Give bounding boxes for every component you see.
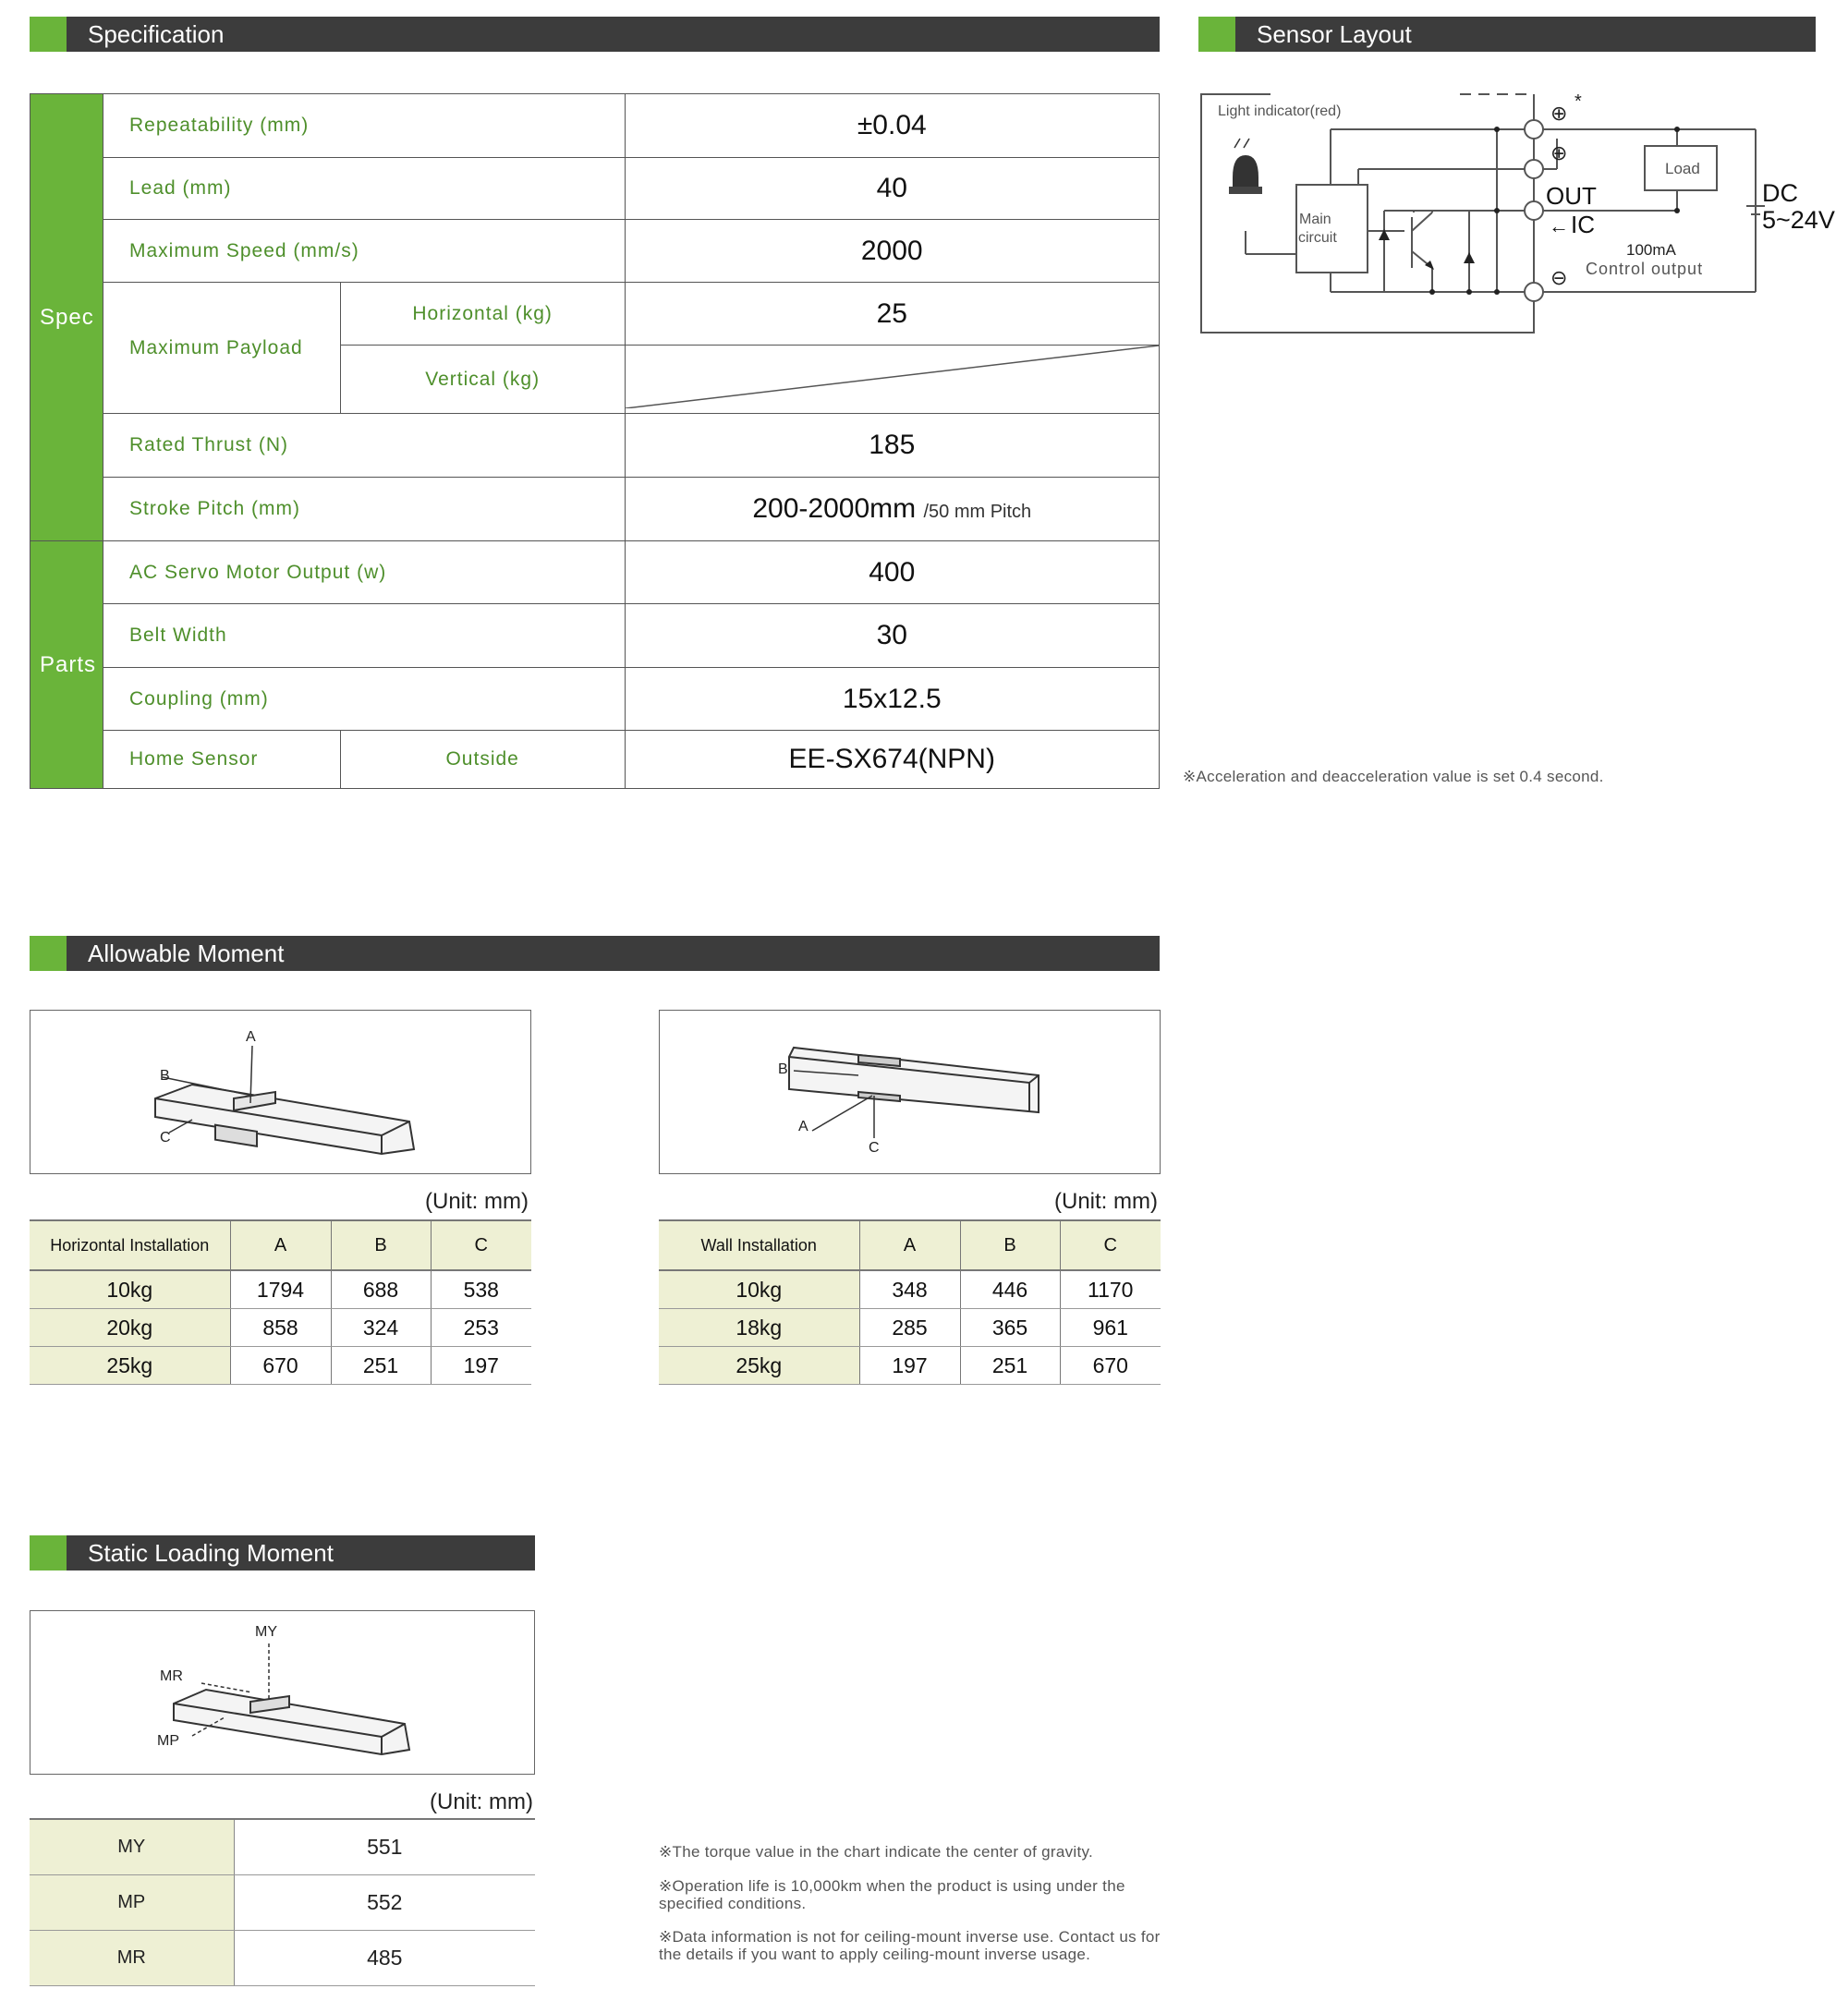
control-output-label: Control output (1586, 260, 1704, 278)
dc-label: DC (1762, 179, 1798, 207)
table-header-row (30, 1220, 531, 1270)
cell-a: 1794 (230, 1270, 331, 1309)
header-a: A (859, 1220, 960, 1270)
label-mr: MR (160, 1668, 183, 1684)
table-row (30, 1347, 531, 1385)
footnote-operation-life: ※Operation life is 10,000km when the product is using under the specified conditions. (659, 1877, 1125, 1912)
lead-label: Lead (mm) (103, 158, 625, 220)
voltage-label: 5~24V (1762, 206, 1835, 234)
spec-row-motor-output (30, 541, 1160, 604)
lead-value: 40 (625, 158, 1159, 220)
spec-row-belt-width (30, 604, 1160, 668)
table-row (659, 1309, 1161, 1347)
header-b: B (960, 1220, 1060, 1270)
spec-row-payload-horizontal (30, 283, 1160, 346)
cell-a: 858 (230, 1309, 331, 1347)
label-a: A (798, 1119, 808, 1134)
cell-c: 538 (431, 1270, 531, 1309)
header-accent (1198, 17, 1235, 52)
diagonal-slash (626, 346, 1159, 408)
header-c: C (1060, 1220, 1161, 1270)
moment-name: MY (30, 1819, 234, 1875)
spec-row-lead (30, 158, 1160, 220)
static-unit: (Unit: mm) (430, 1789, 533, 1814)
payload-vertical-label: Vertical (kg) (340, 346, 625, 414)
moment-value: 551 (234, 1819, 535, 1875)
light-indicator-label: Light indicator(red) (1218, 103, 1342, 119)
home-sensor-label: Home Sensor (103, 731, 340, 789)
cell-c: 670 (1060, 1347, 1161, 1385)
category-spec: Spec (30, 94, 103, 541)
allowable-moment-title: Allowable Moment (88, 940, 285, 967)
specification-table (30, 93, 1160, 789)
main-circuit-label-1: Main (1299, 212, 1331, 227)
cell-c: 253 (431, 1309, 531, 1347)
cell-a: 348 (859, 1270, 960, 1309)
header-b: B (331, 1220, 431, 1270)
stroke-pitch-unit: /50 mm Pitch (923, 502, 1032, 522)
allowable-moment-header (30, 936, 1160, 971)
table-row (30, 1309, 531, 1347)
specification-title: Specification (88, 20, 225, 48)
cell-c: 961 (1060, 1309, 1161, 1347)
wall-moment-table (659, 1219, 1161, 1385)
cell-a: 670 (230, 1347, 331, 1385)
spec-row-repeatability (30, 94, 1160, 158)
horizontal-actuator-illustration (30, 1011, 529, 1172)
repeatability-value: ±0.04 (625, 94, 1159, 158)
header-accent (30, 17, 67, 52)
table-row (30, 1875, 535, 1931)
wall-actuator-illustration (660, 1011, 1159, 1172)
row-load: 20kg (30, 1309, 230, 1347)
payload-horizontal-label: Horizontal (kg) (340, 283, 625, 346)
footnote-ceiling-mount: ※Data information is not for ceiling-mount inverse use. Contact us for the details if you want to apply ceiling-mount inverse usage. (659, 1928, 1161, 1963)
moment-value: 552 (234, 1875, 535, 1931)
load-label: Load (1665, 160, 1700, 177)
home-sensor-value: EE-SX674(NPN) (625, 731, 1159, 789)
horizontal-installation-diagram (30, 1010, 531, 1174)
spec-row-coupling (30, 668, 1160, 731)
horizontal-moment-table (30, 1219, 531, 1385)
coupling-label: Coupling (mm) (103, 668, 625, 731)
static-loading-header (30, 1535, 535, 1570)
static-loading-diagram (30, 1610, 535, 1775)
row-load: 18kg (659, 1309, 859, 1347)
wall-unit: (Unit: mm) (1054, 1189, 1158, 1214)
home-sensor-sub: Outside (340, 731, 625, 789)
cell-c: 197 (431, 1347, 531, 1385)
out-label: OUT (1546, 182, 1597, 210)
specification-header (30, 17, 1160, 52)
label-c: C (160, 1130, 171, 1146)
static-loading-title: Static Loading Moment (88, 1539, 334, 1567)
table-header-row (659, 1220, 1161, 1270)
minus-terminal-icon: ⊖ (1550, 266, 1568, 289)
stroke-pitch-label: Stroke Pitch (mm) (103, 478, 625, 541)
footnote-center-of-gravity: ※The torque value in the chart indicate the center of gravity. (659, 1843, 1094, 1861)
cell-c: 1170 (1060, 1270, 1161, 1309)
ground-terminal-icon: ⊕ (1550, 141, 1568, 164)
sensor-circuit-diagram (1192, 83, 1848, 342)
label-a: A (246, 1029, 256, 1045)
table-row (30, 1270, 531, 1309)
sensor-layout-title: Sensor Layout (1257, 20, 1412, 48)
main-circuit-label-2: circuit (1298, 230, 1337, 246)
sensor-note: ※Acceleration and deacceleration value is set 0.4 second. (1183, 768, 1604, 785)
category-parts: Parts (30, 541, 103, 789)
stroke-pitch-cell (625, 478, 1159, 541)
max-payload-label: Maximum Payload (103, 283, 340, 414)
stroke-pitch-value: 200-2000mm (752, 493, 917, 524)
row-load: 10kg (30, 1270, 230, 1309)
table-row (659, 1270, 1161, 1309)
asterisk-mark: * (1574, 91, 1582, 112)
belt-width-value: 30 (625, 604, 1159, 668)
rated-thrust-label: Rated Thrust (N) (103, 414, 625, 478)
moment-name: MP (30, 1875, 234, 1931)
label-mp: MP (157, 1733, 179, 1749)
repeatability-label: Repeatability (mm) (103, 94, 625, 158)
label-c: C (869, 1140, 880, 1156)
header-c: C (431, 1220, 531, 1270)
static-moment-table (30, 1818, 535, 1986)
header-installation: Wall Installation (659, 1220, 859, 1270)
spec-row-home-sensor (30, 731, 1160, 789)
motor-output-label: AC Servo Motor Output (w) (103, 541, 625, 604)
table-row (30, 1819, 535, 1875)
rated-thrust-value: 185 (625, 414, 1159, 478)
label-b: B (160, 1068, 170, 1084)
belt-width-label: Belt Width (103, 604, 625, 668)
moment-name: MR (30, 1931, 234, 1986)
motor-output-value: 400 (625, 541, 1159, 604)
cell-b: 324 (331, 1309, 431, 1347)
label-b: B (778, 1061, 788, 1077)
sensor-layout-header (1198, 17, 1816, 52)
coupling-value: 15x12.5 (625, 668, 1159, 731)
payload-vertical-empty-cell (625, 346, 1159, 414)
wall-installation-diagram (659, 1010, 1161, 1174)
plus-terminal-icon: ⊕ (1550, 102, 1568, 125)
cell-b: 365 (960, 1309, 1060, 1347)
cell-a: 285 (859, 1309, 960, 1347)
ic-label: IC (1571, 211, 1595, 238)
header-a: A (230, 1220, 331, 1270)
row-load: 25kg (30, 1347, 230, 1385)
static-actuator-illustration (30, 1611, 533, 1773)
spec-row-stroke-pitch (30, 478, 1160, 541)
row-load: 25kg (659, 1347, 859, 1385)
max-speed-value: 2000 (625, 220, 1159, 283)
moment-value: 485 (234, 1931, 535, 1986)
cell-a: 197 (859, 1347, 960, 1385)
spec-row-rated-thrust (30, 414, 1160, 478)
label-my: MY (255, 1624, 277, 1640)
current-label: 100mA (1626, 241, 1676, 259)
spec-row-max-speed (30, 220, 1160, 283)
payload-horizontal-value: 25 (625, 283, 1159, 346)
header-installation: Horizontal Installation (30, 1220, 230, 1270)
row-load: 10kg (659, 1270, 859, 1309)
horizontal-unit: (Unit: mm) (425, 1189, 529, 1214)
cell-b: 688 (331, 1270, 431, 1309)
header-accent (30, 936, 67, 971)
header-accent (30, 1535, 67, 1570)
max-speed-label: Maximum Speed (mm/s) (103, 220, 625, 283)
cell-b: 446 (960, 1270, 1060, 1309)
table-row (659, 1347, 1161, 1385)
cell-b: 251 (960, 1347, 1060, 1385)
ic-arrow-icon: ← (1549, 214, 1569, 237)
light-rays-icon (1234, 139, 1249, 148)
table-row (30, 1931, 535, 1986)
cell-b: 251 (331, 1347, 431, 1385)
